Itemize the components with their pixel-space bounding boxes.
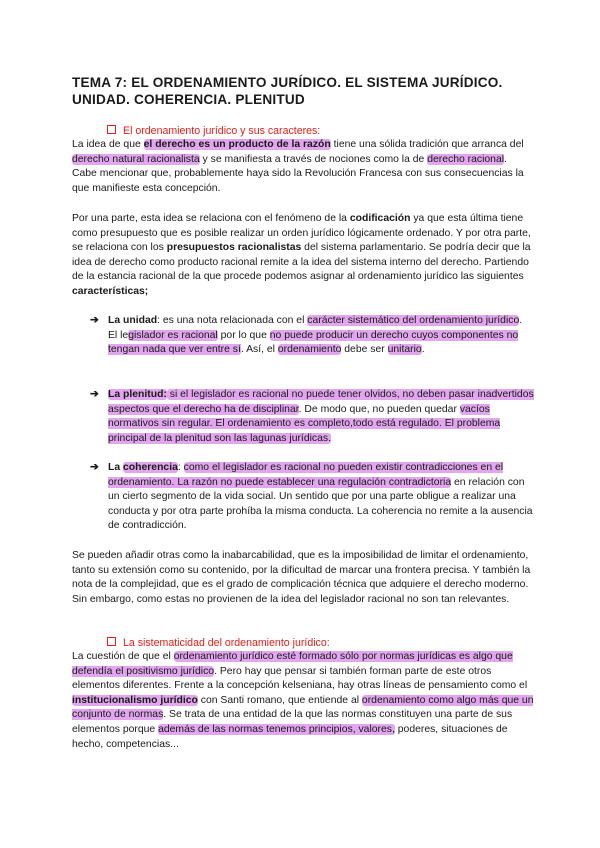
arrow-bullet-icon: ➔ [90,389,99,400]
section-heading-ordenamiento: El ordenamiento jurídico y sus caracteres: [107,124,320,138]
list-item-coherencia: ➔ La coherencia: como el legislador es racional no pueden existir contradicciones en el ordenamiento. La razón no puede establecer una regulación contradictoria en relación con un cierto segmento de la vida social. Un sentido que por una parte obligue a realizar una conducta y por otra parte prohíba la misma conducta. La coherencia no remite a la ausencia de contradicción. [90,462,533,532]
arrow-bullet-icon: ➔ [90,462,99,473]
paragraph-sistematicidad: La cuestión de que el ordenamiento jurídico esté formado sólo por normas jurídicas es algo que defendía el positivismo jurídico. Pero hay que pensar si también forman parte de este otros elementos diferentes. Frente a la concepción kelseniana, hay otras líneas de pensamiento como el institucionalismo jurídico con Santi romano, que entiende al ordenamiento como algo más que un conjunto de normas. Se trata de una entidad de la que las normas constituyen una parte de sus elementos porque además de las normas tenemos principios, valores, poderes, situaciones de hecho, competencias... [72,651,534,750]
checkbox-bullet-icon [107,125,116,134]
section-heading-sistematicidad: La sistematicidad del ordenamiento jurídico: [107,636,330,650]
checkbox-bullet-icon [107,637,116,646]
paragraph-otras-notas: Se pueden añadir otras como la inabarcabilidad, que es la imposibilidad de limitar el ordenamiento, tanto su extensión como su contenido, por la dificultad de marcar una frontera precisa. Y también la nota de la complejidad, que es el grado de complicación técnica que adquiere el derecho moderno. Sin embargo, como estas no provienen de la idea del legislador racional no son tan relevantes. [72,550,531,605]
list-item-unidad: ➔ La unidad: es una nota relacionada con el carácter sistemático del ordenamiento jurídico. El legislador es racional por lo que no puede producir un derecho cuyos componentes no tengan nada que ver entre sí. Así, el ordenamiento debe ser unitario. [90,315,523,356]
paragraph-codificacion: Por una parte, esta idea se relaciona con el fenómeno de la codificación ya que esta última tiene como presupuesto que es posible realizar un orden jurídico lógicamente ordenado. Y por otra parte, se relaciona con los presupuestos racionalistas del sistema parlamentario. Se podría decir que la idea de derecho como producto racional remite a la idea del sistema interno del derecho. Partiendo de la estancia racional de la que procede podemos asignar al ordenamiento jurídico las siguientes características; [72,213,531,297]
page-title: TEMA 7: EL ORDENAMIENTO JURÍDICO. EL SISTEMA JURÍDICO. UNIDAD. COHERENCIA. PLENITUD [72,75,503,107]
paragraph-intro: La idea de que el derecho es un producto de la razón tiene una sólida tradición que arranca del derecho natural racionalista y se manifiesta a través de nociones como la de derecho racional. Cabe mencionar que, probablemente haya sido la Revolución Francesa con sus consecuencias la que manifieste esta concepción. [72,139,524,194]
list-item-plenitud: ➔ La plenitud: si el legislador es racional no puede tener olvidos, no deben pasar inadvertidos aspectos que el derecho ha de disciplinar. De modo que, no pueden quedar vacíos normativos sin regular. El ordenamiento es completo,todo está regulado. El problema principal de la plenitud son las lagunas jurídicas. [90,389,534,444]
arrow-bullet-icon: ➔ [90,315,99,326]
